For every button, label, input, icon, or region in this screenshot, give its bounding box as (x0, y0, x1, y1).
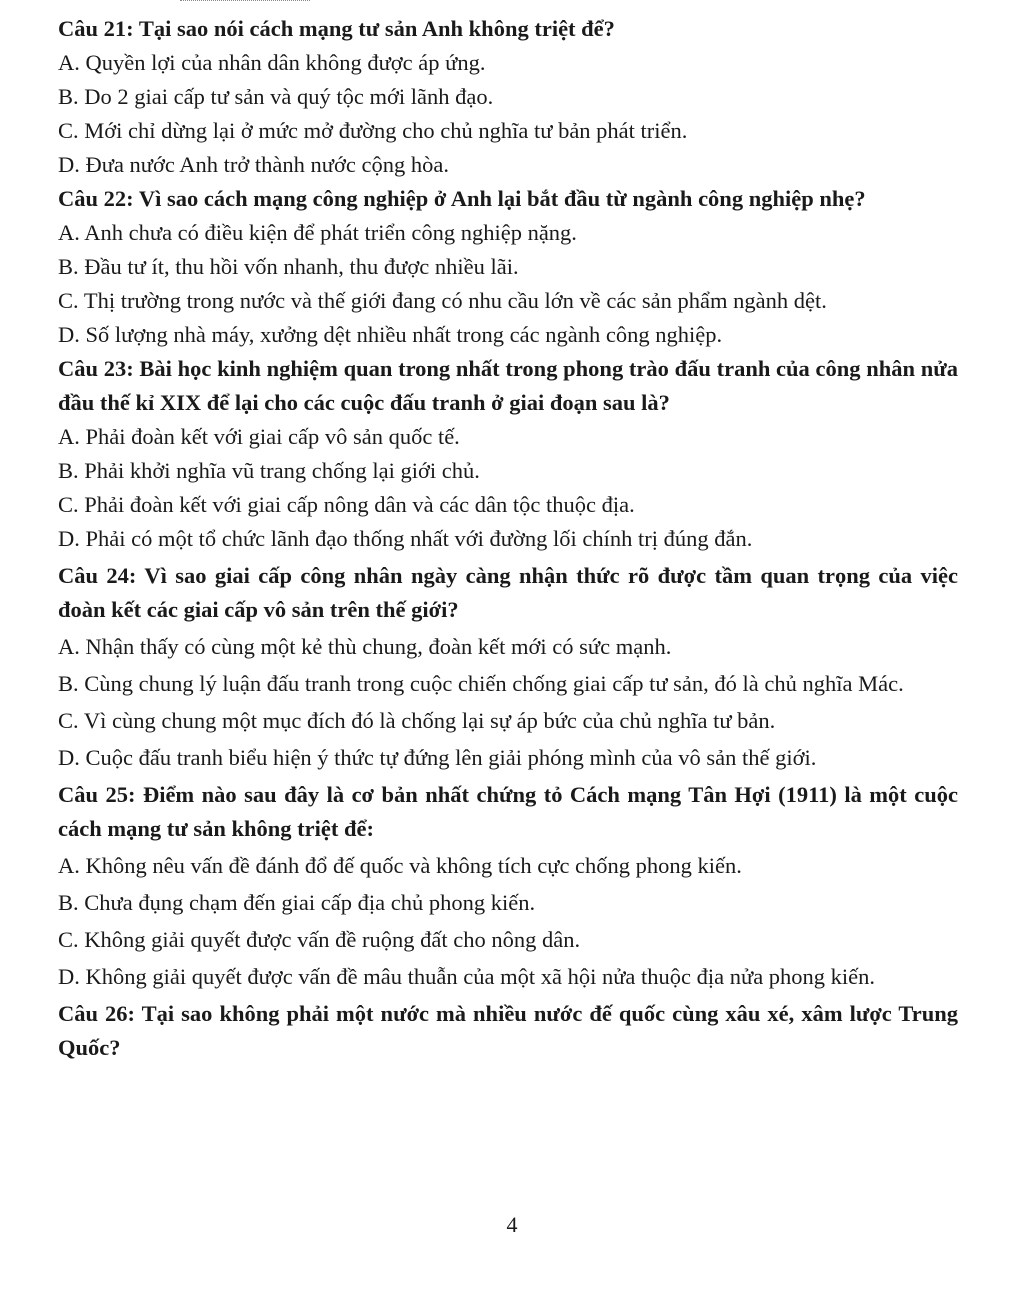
question-23 (58, 352, 958, 556)
option-b: B. Phải khởi nghĩa vũ trang chống lại giới chủ. (58, 458, 480, 483)
option-b: B. Đầu tư ít, thu hồi vốn nhanh, thu được nhiều lãi. (58, 254, 519, 279)
question-24 (58, 559, 958, 775)
document-page (58, 12, 958, 1065)
question-21 (58, 12, 958, 182)
option-c: C. Không giải quyết được vấn đề ruộng đất cho nông dân. (58, 927, 581, 952)
option-c: C. Thị trường trong nước và thế giới đang có nhu cầu lớn về các sản phẩm ngành dệt. (58, 288, 827, 313)
option-b: B. Cùng chung lý luận đấu tranh trong cuộc chiến chống giai cấp tư sản, đó là chủ nghĩa Mác. (58, 671, 904, 696)
option-d: D. Phải có một tổ chức lãnh đạo thống nhất với đường lối chính trị đúng đắn. (58, 526, 753, 551)
page-number: 4 (506, 1212, 518, 1237)
option-a: A. Nhận thấy có cùng một kẻ thù chung, đoàn kết mới có sức mạnh. (58, 634, 672, 659)
option-c: C. Mới chỉ dừng lại ở mức mở đường cho chủ nghĩa tư bản phát triển. (58, 118, 688, 143)
question-title: Câu 23: Bài học kinh nghiệm quan trong nhất trong phong trào đấu tranh của công nhân nửa đầu thế kỉ XIX để lại cho các cuộc đấu tranh ở giai đoạn sau là? (58, 356, 958, 415)
option-b: B. Chưa đụng chạm đến giai cấp địa chủ phong kiến. (58, 890, 536, 915)
option-d: D. Đưa nước Anh trở thành nước cộng hòa. (58, 152, 449, 177)
top-edge-artifact (180, 0, 310, 4)
option-a: A. Quyền lợi của nhân dân không được áp ứng. (58, 50, 486, 75)
option-a: A. Anh chưa có điều kiện để phát triển công nghiệp nặng. (58, 220, 577, 245)
option-a: A. Không nêu vấn đề đánh đổ đế quốc và không tích cực chống phong kiến. (58, 853, 742, 878)
question-25 (58, 778, 958, 994)
question-title: Câu 24: Vì sao giai cấp công nhân ngày càng nhận thức rõ được tầm quan trọng của việc đoàn kết các giai cấp vô sản trên thế giới? (58, 563, 958, 622)
question-26 (58, 997, 958, 1065)
option-c: C. Phải đoàn kết với giai cấp nông dân và các dân tộc thuộc địa. (58, 492, 635, 517)
question-title: Câu 25: Điểm nào sau đây là cơ bản nhất chứng tỏ Cách mạng Tân Hợi (1911) là một cuộc cách mạng tư sản không triệt để: (58, 782, 958, 841)
option-c: C. Vì cùng chung một mục đích đó là chống lại sự áp bức của chủ nghĩa tư bản. (58, 708, 776, 733)
option-d: D. Cuộc đấu tranh biểu hiện ý thức tự đứng lên giải phóng mình của vô sản thế giới. (58, 745, 817, 770)
question-22 (58, 182, 958, 352)
question-title: Câu 26: Tại sao không phải một nước mà nhiều nước đế quốc cùng xâu xé, xâm lược Trung Quốc? (58, 1001, 958, 1060)
option-d: D. Không giải quyết được vấn đề mâu thuẫn của một xã hội nửa thuộc địa nửa phong kiến. (58, 964, 876, 989)
option-a: A. Phải đoàn kết với giai cấp vô sản quốc tế. (58, 424, 460, 449)
option-d: D. Số lượng nhà máy, xưởng dệt nhiều nhất trong các ngành công nghiệp. (58, 322, 723, 347)
question-title: Câu 21: Tại sao nói cách mạng tư sản Anh không triệt để? (58, 16, 615, 41)
option-b: B. Do 2 giai cấp tư sản và quý tộc mới lãnh đạo. (58, 84, 494, 109)
question-title: Câu 22: Vì sao cách mạng công nghiệp ở Anh lại bắt đầu từ ngành công nghiệp nhẹ? (58, 186, 866, 211)
